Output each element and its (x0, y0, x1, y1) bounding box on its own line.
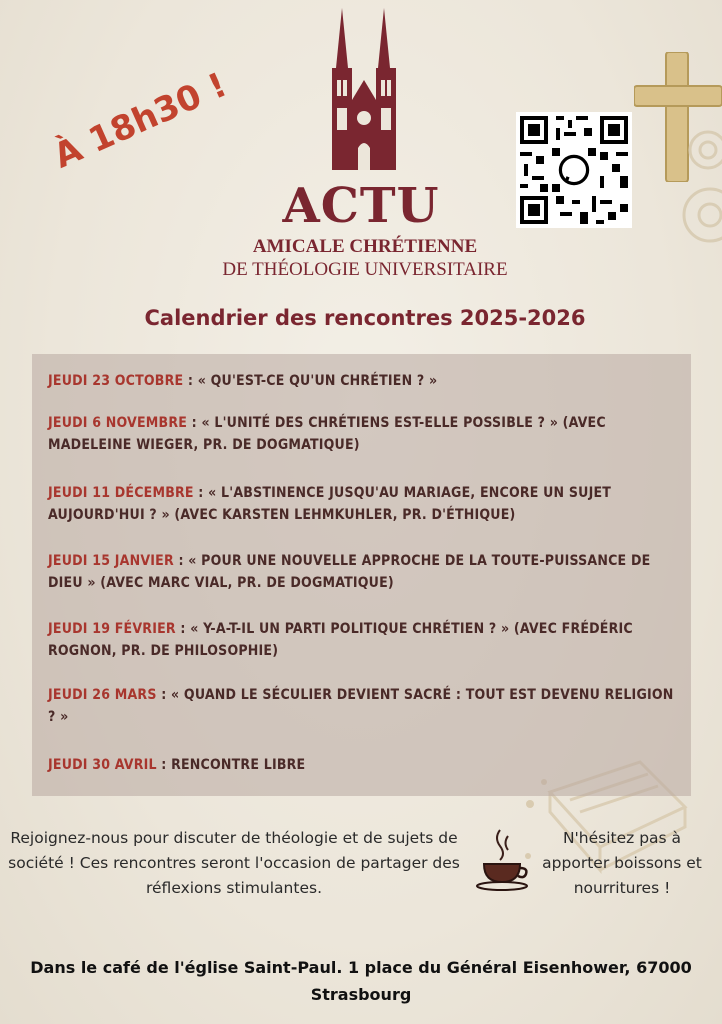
event-item (48, 754, 678, 776)
event-date: JEUDI 19 FÉVRIER (48, 621, 176, 637)
calendar-heading: Calendrier des rencontres 2025-2026 (144, 306, 586, 330)
event-item (48, 370, 678, 392)
event-title: : « POUR UNE NOUVELLE APPROCHE DE LA TOUTE-PUISSANCE DE DIEU » (AVEC MARC VIAL, PR. DE DOGMATIQUE) (48, 553, 651, 591)
event-item (48, 412, 678, 456)
event-date: JEUDI 26 MARS (48, 687, 157, 703)
time-badge: À 18h30 ! (48, 65, 233, 177)
event-item (48, 550, 678, 594)
logo-title: ACTU (282, 178, 440, 234)
events-panel (32, 354, 691, 796)
event-title: : « L'UNITÉ DES CHRÉTIENS EST-ELLE POSSIBLE ? » (AVEC MADELEINE WIEGER, PR. DE DOGMATIQUE) (48, 415, 606, 453)
event-title: : « QUAND LE SÉCULIER DEVIENT SACRÉ : TOUT EST DEVENU RELIGION ? » (48, 687, 674, 725)
join-text: Rejoignez-nous pour discuter de théologie et de sujets de société ! Ces rencontres seront l'occasion de partager des réflexions stimulantes. (8, 829, 460, 897)
event-item (48, 482, 678, 526)
event-date: JEUDI 11 DÉCEMBRE (48, 485, 194, 501)
qr-code[interactable] (516, 112, 632, 228)
event-date: JEUDI 23 OCTOBRE (48, 373, 184, 389)
event-title: : « QU'EST-CE QU'UN CHRÉTIEN ? » (183, 373, 438, 389)
event-date: JEUDI 6 NOVEMBRE (48, 415, 188, 431)
event-item (48, 618, 678, 662)
bring-food-text: N'hésitez pas à apporter boissons et nourritures ! (542, 829, 702, 897)
event-title: : « Y-A-T-IL UN PARTI POLITIQUE CHRÉTIEN ? » (AVEC FRÉDÉRIC ROGNON, PR. DE PHILOSOPHIE) (48, 621, 633, 659)
event-title: : « L'ABSTINENCE JUSQU'AU MARIAGE, ENCORE UN SUJET AUJOURD'HUI ? » (AVEC KARSTEN LEHMKUHLER, PR. D'ÉTHIQUE) (48, 485, 612, 523)
event-item (48, 684, 678, 728)
subtitle-line-1: AMICALE CHRÉTIENNE (252, 236, 478, 257)
cathedral-icon (324, 8, 404, 170)
event-date: JEUDI 30 AVRIL (48, 757, 157, 773)
address: Dans le café de l'église Saint-Paul. 1 place du Général Eisenhower, 67000 Strasbourg (30, 958, 692, 1004)
event-date: JEUDI 15 JANVIER (48, 553, 174, 569)
event-title: : RENCONTRE LIBRE (156, 757, 306, 773)
coffee-cup-icon (474, 826, 532, 892)
subtitle-line-2: DE THÉOLOGIE UNIVERSITAIRE (222, 259, 508, 280)
